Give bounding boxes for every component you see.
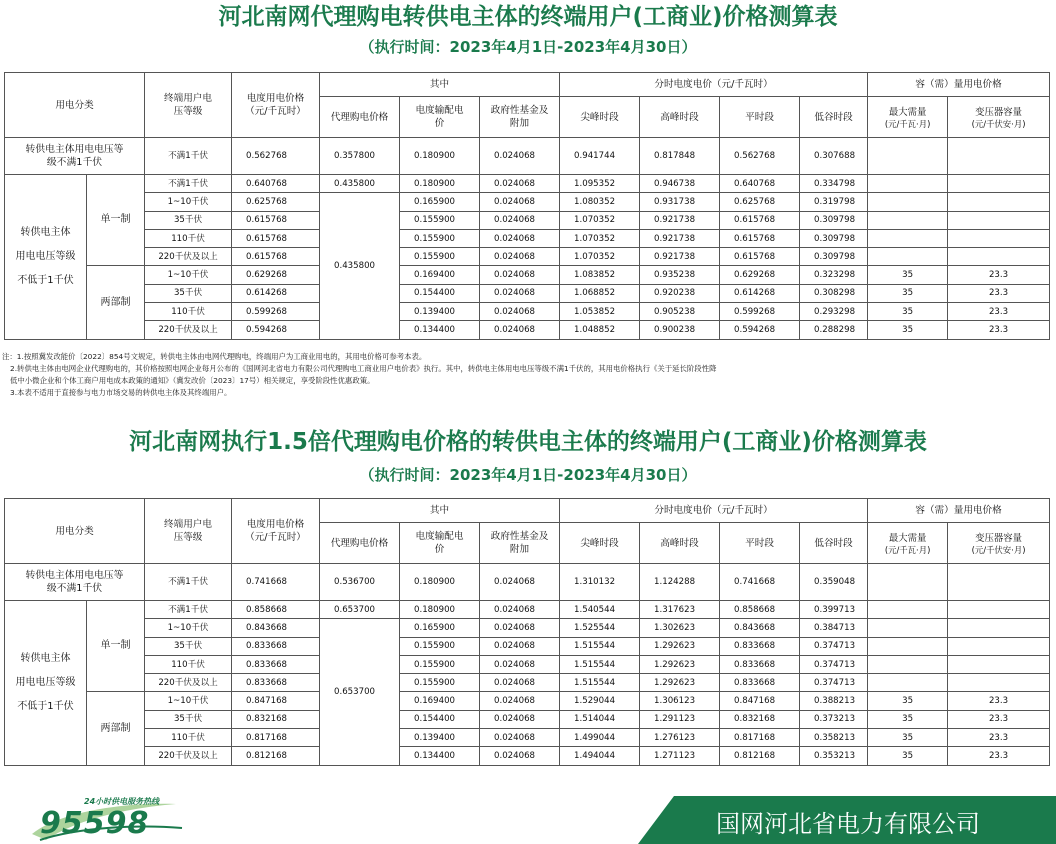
header-flat: 平时段 (720, 523, 800, 564)
cell-voltage: 220千伏及以上 (145, 747, 232, 765)
cell-peak: 1.302623 (640, 619, 720, 637)
cell-max-demand: 35 (868, 284, 948, 302)
table-row (5, 175, 1050, 193)
cell-peak-sharp: 1.080352 (560, 193, 640, 211)
cell-transformer: 23.3 (948, 729, 1050, 747)
header-fund: 政府性基金及附加 (480, 97, 560, 138)
table-row (5, 193, 1050, 211)
header-among: 其中 (320, 499, 560, 523)
cell-max-demand (868, 674, 948, 692)
cell-transmission: 0.180900 (400, 175, 480, 193)
cell-voltage: 1~10千伏 (145, 266, 232, 284)
header-peak-sharp: 尖峰时段 (560, 523, 640, 564)
cell-transformer: 23.3 (948, 321, 1050, 339)
cell-max-demand (868, 619, 948, 637)
cell-max-demand (868, 175, 948, 193)
cell-price: 0.615768 (232, 211, 320, 229)
cell-transmission: 0.180900 (400, 564, 480, 601)
cell-max-demand: 35 (868, 747, 948, 765)
header-price: 电度用电价格（元/千瓦时） (232, 73, 320, 138)
cell-price: 0.599268 (232, 303, 320, 321)
cell-fund: 0.024068 (480, 211, 560, 229)
cell-voltage: 不满1千伏 (145, 175, 232, 193)
cell-peak: 0.921738 (640, 229, 720, 247)
cell-price: 0.812168 (232, 747, 320, 765)
cell-transmission: 0.165900 (400, 619, 480, 637)
cell-voltage: 220千伏及以上 (145, 674, 232, 692)
cell-transformer: 23.3 (948, 692, 1050, 710)
cell-valley: 0.374713 (800, 655, 868, 673)
cell-transmission: 0.134400 (400, 747, 480, 765)
cell-peak: 1.124288 (640, 564, 720, 601)
cell-transmission: 0.134400 (400, 321, 480, 339)
cell-transmission: 0.155900 (400, 637, 480, 655)
cell-transmission: 0.154400 (400, 284, 480, 302)
cell-voltage: 不满1千伏 (145, 138, 232, 175)
cell-transmission: 0.169400 (400, 266, 480, 284)
cell-valley: 0.293298 (800, 303, 868, 321)
cell-peak: 1.317623 (640, 601, 720, 619)
cell-price: 0.615768 (232, 248, 320, 266)
header-max-demand: 最大需量 (元/千瓦·月) (868, 97, 948, 138)
header-peak-sharp: 尖峰时段 (560, 97, 640, 138)
cell-peak-sharp: 1.048852 (560, 321, 640, 339)
cell-transformer (948, 248, 1050, 266)
cell-transformer (948, 674, 1050, 692)
cell-max-demand (868, 601, 948, 619)
cell-fund: 0.024068 (480, 710, 560, 728)
cell-transmission: 0.139400 (400, 729, 480, 747)
cell-flat: 0.615768 (720, 211, 800, 229)
cell-peak-sharp: 1.310132 (560, 564, 640, 601)
cell-flat: 0.833668 (720, 655, 800, 673)
cell-fund: 0.024068 (480, 303, 560, 321)
cell-fund: 0.024068 (480, 619, 560, 637)
cell-purchase-merged: 0.435800 (320, 193, 400, 339)
cell-transmission: 0.155900 (400, 248, 480, 266)
table-row (5, 564, 1050, 601)
table2-subtitle: （执行时间：2023年4月1日-2023年4月30日） (359, 466, 697, 484)
cell-transformer (948, 138, 1050, 175)
cell-transmission: 0.155900 (400, 674, 480, 692)
cell-flat: 0.858668 (720, 601, 800, 619)
cell-fund: 0.024068 (480, 229, 560, 247)
cell-price: 0.833668 (232, 674, 320, 692)
category-high-voltage: 转供电主体 用电电压等级 不低于1千伏 (5, 175, 87, 340)
cell-voltage: 220千伏及以上 (145, 321, 232, 339)
cell-transformer: 23.3 (948, 710, 1050, 728)
cell-peak: 1.292623 (640, 637, 720, 655)
cell-voltage: 1~10千伏 (145, 619, 232, 637)
header-peak: 高峰时段 (640, 97, 720, 138)
cell-transmission: 0.155900 (400, 229, 480, 247)
cell-transformer: 23.3 (948, 747, 1050, 765)
cell-valley: 0.319798 (800, 193, 868, 211)
cell-transformer (948, 211, 1050, 229)
cell-peak: 0.817848 (640, 138, 720, 175)
header-among: 其中 (320, 73, 560, 97)
cell-voltage: 110千伏 (145, 303, 232, 321)
cell-flat: 0.629268 (720, 266, 800, 284)
cell-valley: 0.388213 (800, 692, 868, 710)
subcategory-two-part: 两部制 (87, 266, 145, 339)
table-row (5, 211, 1050, 229)
cell-fund: 0.024068 (480, 747, 560, 765)
cell-flat: 0.833668 (720, 674, 800, 692)
header-category: 用电分类 (5, 73, 145, 138)
cell-transmission: 0.180900 (400, 601, 480, 619)
cell-valley: 0.334798 (800, 175, 868, 193)
cell-purchase: 0.357800 (320, 138, 400, 175)
header-fund: 政府性基金及附加 (480, 523, 560, 564)
cell-transformer: 23.3 (948, 303, 1050, 321)
table-row (5, 710, 1050, 728)
cell-peak: 0.946738 (640, 175, 720, 193)
cell-max-demand: 35 (868, 321, 948, 339)
cell-peak: 1.271123 (640, 747, 720, 765)
cell-voltage: 1~10千伏 (145, 193, 232, 211)
cell-fund: 0.024068 (480, 692, 560, 710)
header-price: 电度用电价格（元/千瓦时） (232, 499, 320, 564)
cell-peak-sharp: 1.515544 (560, 655, 640, 673)
cell-voltage: 35千伏 (145, 710, 232, 728)
header-voltage: 终端用户电压等级 (145, 73, 232, 138)
cell-price: 0.843668 (232, 619, 320, 637)
header-transmission: 电度输配电价 (400, 97, 480, 138)
cell-voltage: 不满1千伏 (145, 601, 232, 619)
header-tou: 分时电度电价（元/千瓦时） (560, 499, 868, 523)
cell-peak-sharp: 1.525544 (560, 619, 640, 637)
cell-valley: 0.288298 (800, 321, 868, 339)
cell-peak-sharp: 1.070352 (560, 248, 640, 266)
cell-valley: 0.358213 (800, 729, 868, 747)
cell-valley: 0.309798 (800, 248, 868, 266)
cell-valley: 0.309798 (800, 229, 868, 247)
cell-peak-sharp: 1.494044 (560, 747, 640, 765)
cell-transformer: 23.3 (948, 284, 1050, 302)
header-max-demand: 最大需量 (元/千瓦·月) (868, 523, 948, 564)
cell-peak: 0.921738 (640, 211, 720, 229)
cell-valley: 0.374713 (800, 637, 868, 655)
cell-valley: 0.323298 (800, 266, 868, 284)
table-row (5, 229, 1050, 247)
header-transformer: 变压器容量 (元/千伏安·月) (948, 97, 1050, 138)
table-row (5, 321, 1050, 339)
table-row (5, 601, 1050, 619)
cell-purchase: 0.653700 (320, 601, 400, 619)
table-row (5, 303, 1050, 321)
cell-transmission: 0.139400 (400, 303, 480, 321)
cell-max-demand: 35 (868, 710, 948, 728)
cell-peak-sharp: 1.083852 (560, 266, 640, 284)
cell-fund: 0.024068 (480, 175, 560, 193)
hotline-number: 95598 (40, 806, 150, 841)
subcategory-two-part: 两部制 (87, 692, 145, 765)
cell-fund: 0.024068 (480, 637, 560, 655)
cell-voltage: 110千伏 (145, 729, 232, 747)
cell-price: 0.614268 (232, 284, 320, 302)
category-high-voltage: 转供电主体 用电电压等级 不低于1千伏 (5, 601, 87, 766)
note-2: 2.转供电主体由电网企业代理购电的，其价格按照电网企业每月公布的《国网河北省电力有限公司代理购电工商业用户电价表》执行。其中，转供电主体用电电压等级不满1千伏的，其用电价格执行《关于延长阶段性降 (10, 364, 717, 373)
cell-transformer (948, 193, 1050, 211)
cell-voltage: 110千伏 (145, 229, 232, 247)
table-row (5, 266, 1050, 284)
table-row (5, 138, 1050, 175)
table-row (5, 637, 1050, 655)
cell-peak-sharp: 1.529044 (560, 692, 640, 710)
cell-fund: 0.024068 (480, 248, 560, 266)
cell-voltage: 35千伏 (145, 637, 232, 655)
header-purchase: 代理购电价格 (320, 97, 400, 138)
hotline-tagline: 24小时供电服务热线 (84, 797, 160, 806)
table-row (5, 619, 1050, 637)
header-valley: 低谷时段 (800, 97, 868, 138)
cell-valley: 0.309798 (800, 211, 868, 229)
cell-voltage: 35千伏 (145, 211, 232, 229)
cell-peak-sharp: 1.515544 (560, 674, 640, 692)
cell-flat: 0.640768 (720, 175, 800, 193)
cell-transformer (948, 175, 1050, 193)
cell-fund: 0.024068 (480, 284, 560, 302)
cell-max-demand (868, 637, 948, 655)
header-purchase: 代理购电价格 (320, 523, 400, 564)
cell-valley: 0.308298 (800, 284, 868, 302)
cell-fund: 0.024068 (480, 655, 560, 673)
header-transmission: 电度输配电价 (400, 523, 480, 564)
cell-fund: 0.024068 (480, 564, 560, 601)
cell-transformer (948, 655, 1050, 673)
cell-fund: 0.024068 (480, 138, 560, 175)
cell-max-demand (868, 564, 948, 601)
company-name: 国网河北省电力有限公司 (716, 810, 980, 838)
cell-flat: 0.594268 (720, 321, 800, 339)
cell-peak: 0.905238 (640, 303, 720, 321)
table-row (5, 747, 1050, 765)
cell-price: 0.833668 (232, 655, 320, 673)
cell-price: 0.629268 (232, 266, 320, 284)
cell-flat: 0.847168 (720, 692, 800, 710)
cell-price: 0.640768 (232, 175, 320, 193)
cell-price: 0.615768 (232, 229, 320, 247)
category-low-voltage: 转供电主体用电电压等级不满1千伏 (5, 138, 145, 175)
cell-price: 0.833668 (232, 637, 320, 655)
cell-fund: 0.024068 (480, 321, 560, 339)
cell-transformer (948, 637, 1050, 655)
subcategory-single-system: 单一制 (87, 601, 145, 692)
note-1: 注：1.按照冀发改能价〔2022〕854号文规定，转供电主体由电网代理购电，终端用户为工商业用电的，其用电价格可参考本表。 (2, 352, 427, 361)
category-low-voltage: 转供电主体用电电压等级不满1千伏 (5, 564, 145, 601)
cell-price: 0.562768 (232, 138, 320, 175)
cell-fund: 0.024068 (480, 193, 560, 211)
cell-peak-sharp: 0.941744 (560, 138, 640, 175)
price-table-2 (4, 498, 1050, 766)
cell-voltage: 35千伏 (145, 284, 232, 302)
cell-flat: 0.615768 (720, 229, 800, 247)
cell-transmission: 0.169400 (400, 692, 480, 710)
notes (2, 351, 1056, 399)
cell-peak-sharp: 1.514044 (560, 710, 640, 728)
cell-peak: 0.921738 (640, 248, 720, 266)
cell-max-demand: 35 (868, 729, 948, 747)
cell-flat: 0.832168 (720, 710, 800, 728)
cell-transmission: 0.155900 (400, 211, 480, 229)
cell-flat: 0.843668 (720, 619, 800, 637)
cell-max-demand (868, 193, 948, 211)
cell-peak: 1.292623 (640, 655, 720, 673)
cell-peak-sharp: 1.515544 (560, 637, 640, 655)
cell-peak: 0.931738 (640, 193, 720, 211)
cell-flat: 0.812168 (720, 747, 800, 765)
header-voltage: 终端用户电压等级 (145, 499, 232, 564)
header-peak: 高峰时段 (640, 523, 720, 564)
table-row (5, 729, 1050, 747)
header-capacity: 容（需）量用电价格 (868, 499, 1050, 523)
cell-max-demand (868, 655, 948, 673)
cell-price: 0.594268 (232, 321, 320, 339)
cell-transmission: 0.154400 (400, 710, 480, 728)
cell-transformer (948, 564, 1050, 601)
table-row (5, 655, 1050, 673)
cell-peak-sharp: 1.068852 (560, 284, 640, 302)
cell-flat: 0.817168 (720, 729, 800, 747)
cell-purchase: 0.435800 (320, 175, 400, 193)
table2-title: 河北南网执行1.5倍代理购电价格的转供电主体的终端用户(工商业)价格测算表 (129, 429, 927, 455)
cell-flat: 0.615768 (720, 248, 800, 266)
table1-title: 河北南网代理购电转供电主体的终端用户(工商业)价格测算表 (218, 4, 838, 30)
cell-max-demand (868, 211, 948, 229)
cell-valley: 0.359048 (800, 564, 868, 601)
header-tou: 分时电度电价（元/千瓦时） (560, 73, 868, 97)
cell-valley: 0.374713 (800, 674, 868, 692)
cell-voltage: 110千伏 (145, 655, 232, 673)
cell-peak: 0.935238 (640, 266, 720, 284)
cell-transmission: 0.165900 (400, 193, 480, 211)
cell-fund: 0.024068 (480, 601, 560, 619)
cell-voltage: 220千伏及以上 (145, 248, 232, 266)
cell-peak-sharp: 1.499044 (560, 729, 640, 747)
cell-fund: 0.024068 (480, 729, 560, 747)
cell-transformer: 23.3 (948, 266, 1050, 284)
note-2-cont: 低中小微企业和个体工商户用电成本政策的通知》（冀发改价〔2023〕17号）相关规定，享受阶段性优惠政策。 (10, 376, 375, 385)
header-capacity: 容（需）量用电价格 (868, 73, 1050, 97)
cell-valley: 0.373213 (800, 710, 868, 728)
cell-flat: 0.625768 (720, 193, 800, 211)
cell-price: 0.858668 (232, 601, 320, 619)
note-3: 3.本表不适用于直接参与电力市场交易的转供电主体及其终端用户。 (10, 388, 232, 397)
cell-peak: 0.900238 (640, 321, 720, 339)
table-row (5, 692, 1050, 710)
header-transformer: 变压器容量 (元/千伏安·月) (948, 523, 1050, 564)
cell-peak-sharp: 1.095352 (560, 175, 640, 193)
cell-flat: 0.833668 (720, 637, 800, 655)
cell-valley: 0.399713 (800, 601, 868, 619)
cell-valley: 0.384713 (800, 619, 868, 637)
cell-flat: 0.614268 (720, 284, 800, 302)
cell-transformer (948, 601, 1050, 619)
cell-max-demand (868, 138, 948, 175)
table-row (5, 248, 1050, 266)
cell-peak-sharp: 1.053852 (560, 303, 640, 321)
cell-purchase: 0.536700 (320, 564, 400, 601)
cell-max-demand: 35 (868, 266, 948, 284)
table-row (5, 674, 1050, 692)
cell-max-demand: 35 (868, 303, 948, 321)
cell-peak-sharp: 1.540544 (560, 601, 640, 619)
cell-valley: 0.307688 (800, 138, 868, 175)
cell-transformer (948, 229, 1050, 247)
cell-price: 0.625768 (232, 193, 320, 211)
cell-peak: 1.276123 (640, 729, 720, 747)
cell-max-demand (868, 248, 948, 266)
cell-max-demand: 35 (868, 692, 948, 710)
cell-valley: 0.353213 (800, 747, 868, 765)
cell-transformer (948, 619, 1050, 637)
cell-peak: 1.292623 (640, 674, 720, 692)
cell-price: 0.832168 (232, 710, 320, 728)
cell-max-demand (868, 229, 948, 247)
table1-subtitle: （执行时间：2023年4月1日-2023年4月30日） (359, 38, 697, 56)
cell-fund: 0.024068 (480, 266, 560, 284)
header-category: 用电分类 (5, 499, 145, 564)
cell-peak-sharp: 1.070352 (560, 211, 640, 229)
cell-fund: 0.024068 (480, 674, 560, 692)
cell-price: 0.817168 (232, 729, 320, 747)
cell-peak: 1.291123 (640, 710, 720, 728)
subcategory-single-system: 单一制 (87, 175, 145, 266)
cell-purchase-merged: 0.653700 (320, 619, 400, 765)
cell-peak-sharp: 1.070352 (560, 229, 640, 247)
cell-peak: 1.306123 (640, 692, 720, 710)
header-flat: 平时段 (720, 97, 800, 138)
price-table-1 (4, 72, 1050, 340)
cell-price: 0.847168 (232, 692, 320, 710)
header-valley: 低谷时段 (800, 523, 868, 564)
cell-voltage: 不满1千伏 (145, 564, 232, 601)
cell-flat: 0.599268 (720, 303, 800, 321)
cell-price: 0.741668 (232, 564, 320, 601)
cell-flat: 0.562768 (720, 138, 800, 175)
cell-peak: 0.920238 (640, 284, 720, 302)
table-row (5, 284, 1050, 302)
cell-transmission: 0.180900 (400, 138, 480, 175)
cell-flat: 0.741668 (720, 564, 800, 601)
cell-transmission: 0.155900 (400, 655, 480, 673)
cell-voltage: 1~10千伏 (145, 692, 232, 710)
